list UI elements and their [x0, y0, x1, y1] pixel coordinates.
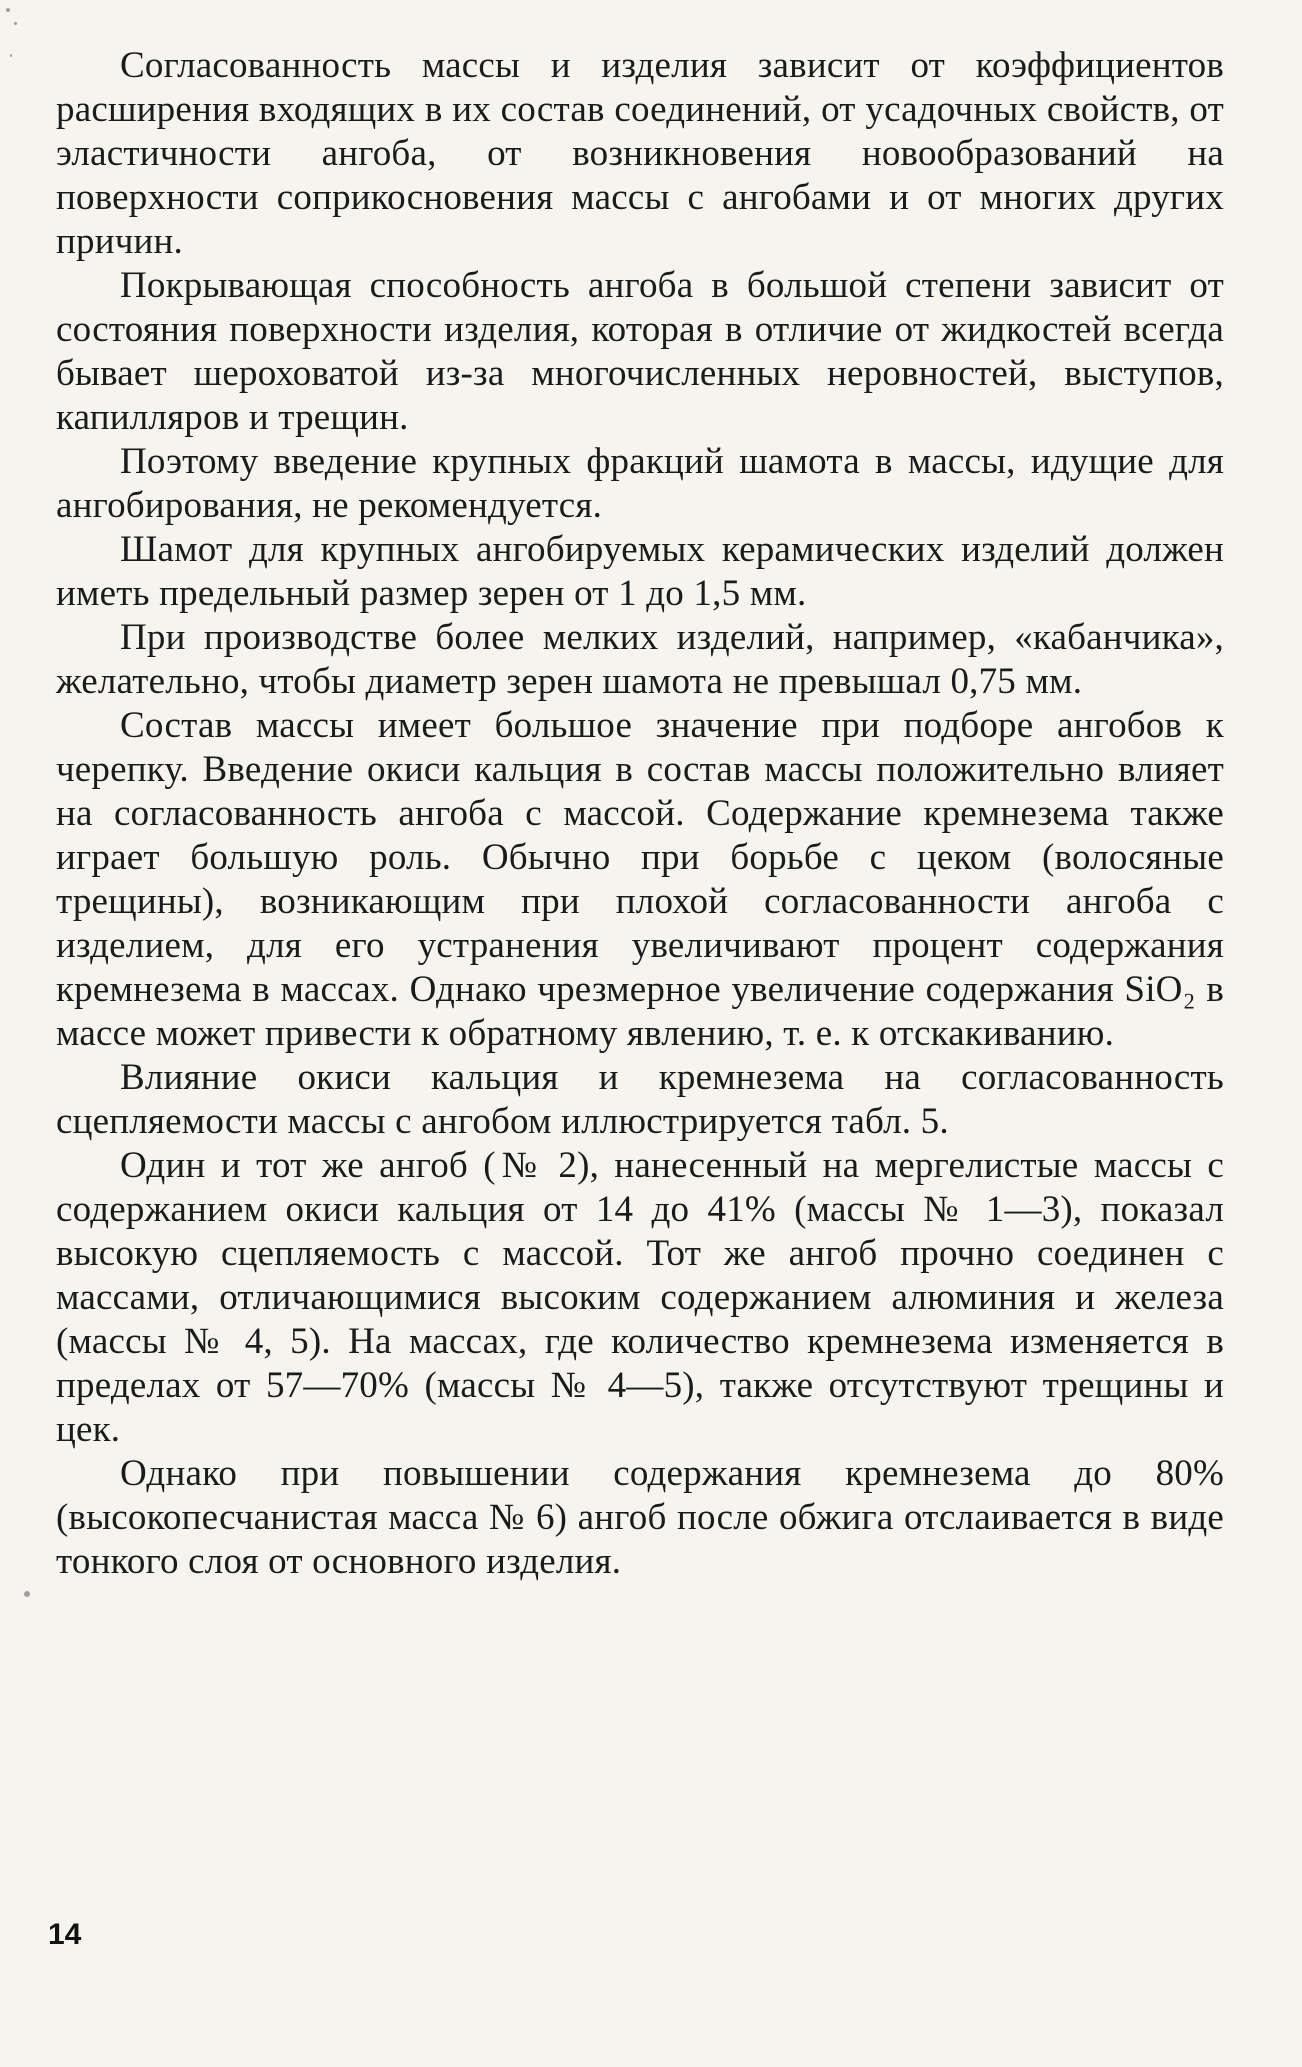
paragraph: Согласованность массы и изделия зависит от коэффициентов расширения входящих в их состав соединений, от усадочных свойств, от эластичности ангоба, от возникновения новообразований на поверхности соприкосновения массы с ангобами и от многих других причин. — [56, 45, 1224, 262]
body-text — [56, 44, 1224, 1584]
paragraph: Состав массы имеет большое значение при подборе ангобов к черепку. Введение окиси кальция в состав массы положительно влияет на согласованность ангоба с массой. Содержание кремнезема также играет большую роль. Обычно при борьбе с цеком (волосяные трещины), возникающим при плохой согласованности ангоба с изделием, для его устранения увеличивают процент содержания кремнезема в массах. Однако чрезмерное увеличение содержания SiO₂ в массе может привести к обратному явлению, т. е. к отскакиванию. — [56, 705, 1224, 1054]
page-number: 14 — [48, 1918, 82, 1951]
paragraph: Один и тот же ангоб (№ 2), нанесенный на мергелистые массы с содержанием окиси кальция от 14 до 41% (массы № 1—3), показал высокую сцепляемость с массой. Тот же ангоб прочно соединен с массами, отличающимися высоким содержанием алюминия и железа (массы № 4, 5). На массах, где количество кремнезема изменяется в пределах от 57—70% (массы № 4—5), также отсутствуют трещины и цек. — [56, 1145, 1224, 1450]
print-speck — [6, 8, 10, 12]
print-speck — [24, 1591, 30, 1597]
paragraph: Шамот для крупных ангобируемых керамических изделий должен иметь предельный размер зерен от 1 до 1,5 мм. — [56, 529, 1224, 614]
paragraph: Однако при повышении содержания кремнезема до 80% (высокопесчанистая масса № 6) ангоб после обжига отслаивается в виде тонкого слоя от основного изделия. — [56, 1453, 1224, 1582]
paragraph: Влияние окиси кальция и кремнезема на согласованность сцепляемости массы с ангобом иллюстрируется табл. 5. — [56, 1057, 1224, 1142]
paragraph: Покрывающая способность ангоба в большой степени зависит от состояния поверхности изделия, которая в отличие от жидкостей всегда бывает шероховатой из-за многочисленных неровностей, выступов, капилляров и трещин. — [56, 265, 1224, 438]
print-speck — [10, 54, 12, 57]
paragraph: При производстве более мелких изделий, например, «кабанчика», желательно, чтобы диаметр зерен шамота не превышал 0,75 мм. — [56, 617, 1224, 702]
paragraph: Поэтому введение крупных фракций шамота в массы, идущие для ангобирования, не рекомендуется. — [56, 441, 1224, 526]
print-speck — [14, 22, 17, 25]
